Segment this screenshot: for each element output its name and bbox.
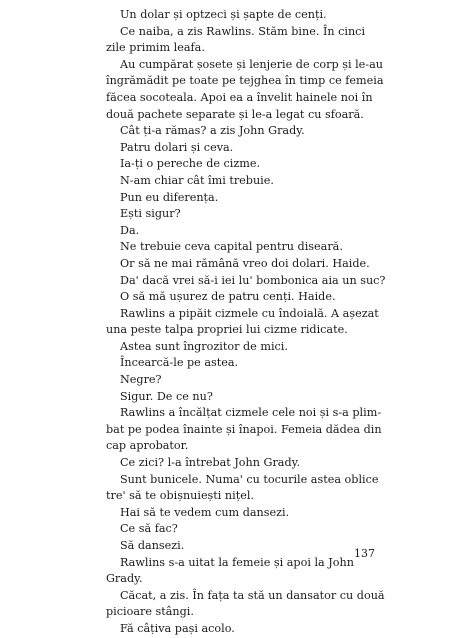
text-line: Patru dolari și ceva. [120, 140, 234, 154]
text-line: Rawlins s-a uitat la femeie și apoi la John [120, 555, 354, 569]
text-line: tre' să te obișnuiești nițel. [106, 489, 254, 503]
text-line: Cât ți-a rămas? a zis John Grady. [120, 124, 305, 138]
text-line: Ce să fac? [120, 522, 178, 536]
text-line: Rawlins a încălțat cizmele cele noi și s-a plim- [120, 406, 382, 420]
text-line: Da. [120, 223, 140, 237]
text-line: Căcat, a zis. În fața ta stă un dansator cu două [120, 588, 385, 602]
text-line: Or să ne mai rămână vreo doi dolari. Haide. [120, 256, 370, 270]
text-line: O să mă ușurez de patru cenți. Haide. [120, 290, 336, 304]
text-line: Un dolar și optzeci și șapte de cenți. [120, 8, 327, 21]
text-line: bat pe podea înainte și înapoi. Femeia dădea din [106, 422, 382, 436]
text-line: Da' dacă vrei să-i iei lu' bombonica aia un suc? [120, 273, 386, 287]
text-line: zile primim leafa. [106, 41, 205, 55]
text-line: Rawlins a pipăit cizmele cu îndoială. A așezat [120, 306, 379, 320]
text-line: două pachete separate și le-a legat cu sfoară. [106, 107, 364, 121]
text-line: Fă câțiva pași acolo. [120, 621, 235, 635]
text-line: Negre? [120, 373, 162, 387]
text-line: Ce naiba, a zis Rawlins. Stăm bine. În cinci [120, 24, 366, 38]
text-line: cap aprobator. [106, 439, 189, 453]
text-line: Încearcă-le pe astea. [120, 356, 239, 370]
page-number: 137 [354, 547, 375, 560]
text-line: picioare stângi. [106, 605, 194, 619]
text-line: îngrămădit pe toate pe tejghea în timp ce femeia [106, 74, 384, 88]
text-line: Pun eu diferența. [120, 190, 219, 204]
text-line: Astea sunt îngrozitor de mici. [120, 339, 288, 353]
text-line: Au cumpărat șosete și lenjerie de corp și le-au [120, 57, 383, 71]
text-line: Ești sigur? [120, 207, 181, 221]
page-text [106, 7, 386, 638]
text-line: făcea socoteala. Apoi ea a învelit hainele noi în [106, 90, 373, 104]
text-line: Ce zici? l-a întrebat John Grady. [120, 456, 301, 470]
text-line: una peste talpa propriei lui cizme ridicate. [106, 323, 348, 337]
text-line: Ia-ți o pereche de cizme. [120, 157, 261, 171]
text-line: Hai să te vedem cum dansezi. [120, 505, 290, 519]
text-line: Să dansezi. [120, 539, 185, 552]
text-line: Ne trebuie ceva capital pentru diseară. [120, 240, 343, 254]
text-line: Grady. [106, 572, 143, 586]
text-line: N-am chiar cât îmi trebuie. [120, 173, 274, 187]
text-line: Sigur. De ce nu? [120, 389, 213, 403]
text-line: Sunt bunicele. Numa' cu tocurile astea oblice [120, 472, 379, 486]
